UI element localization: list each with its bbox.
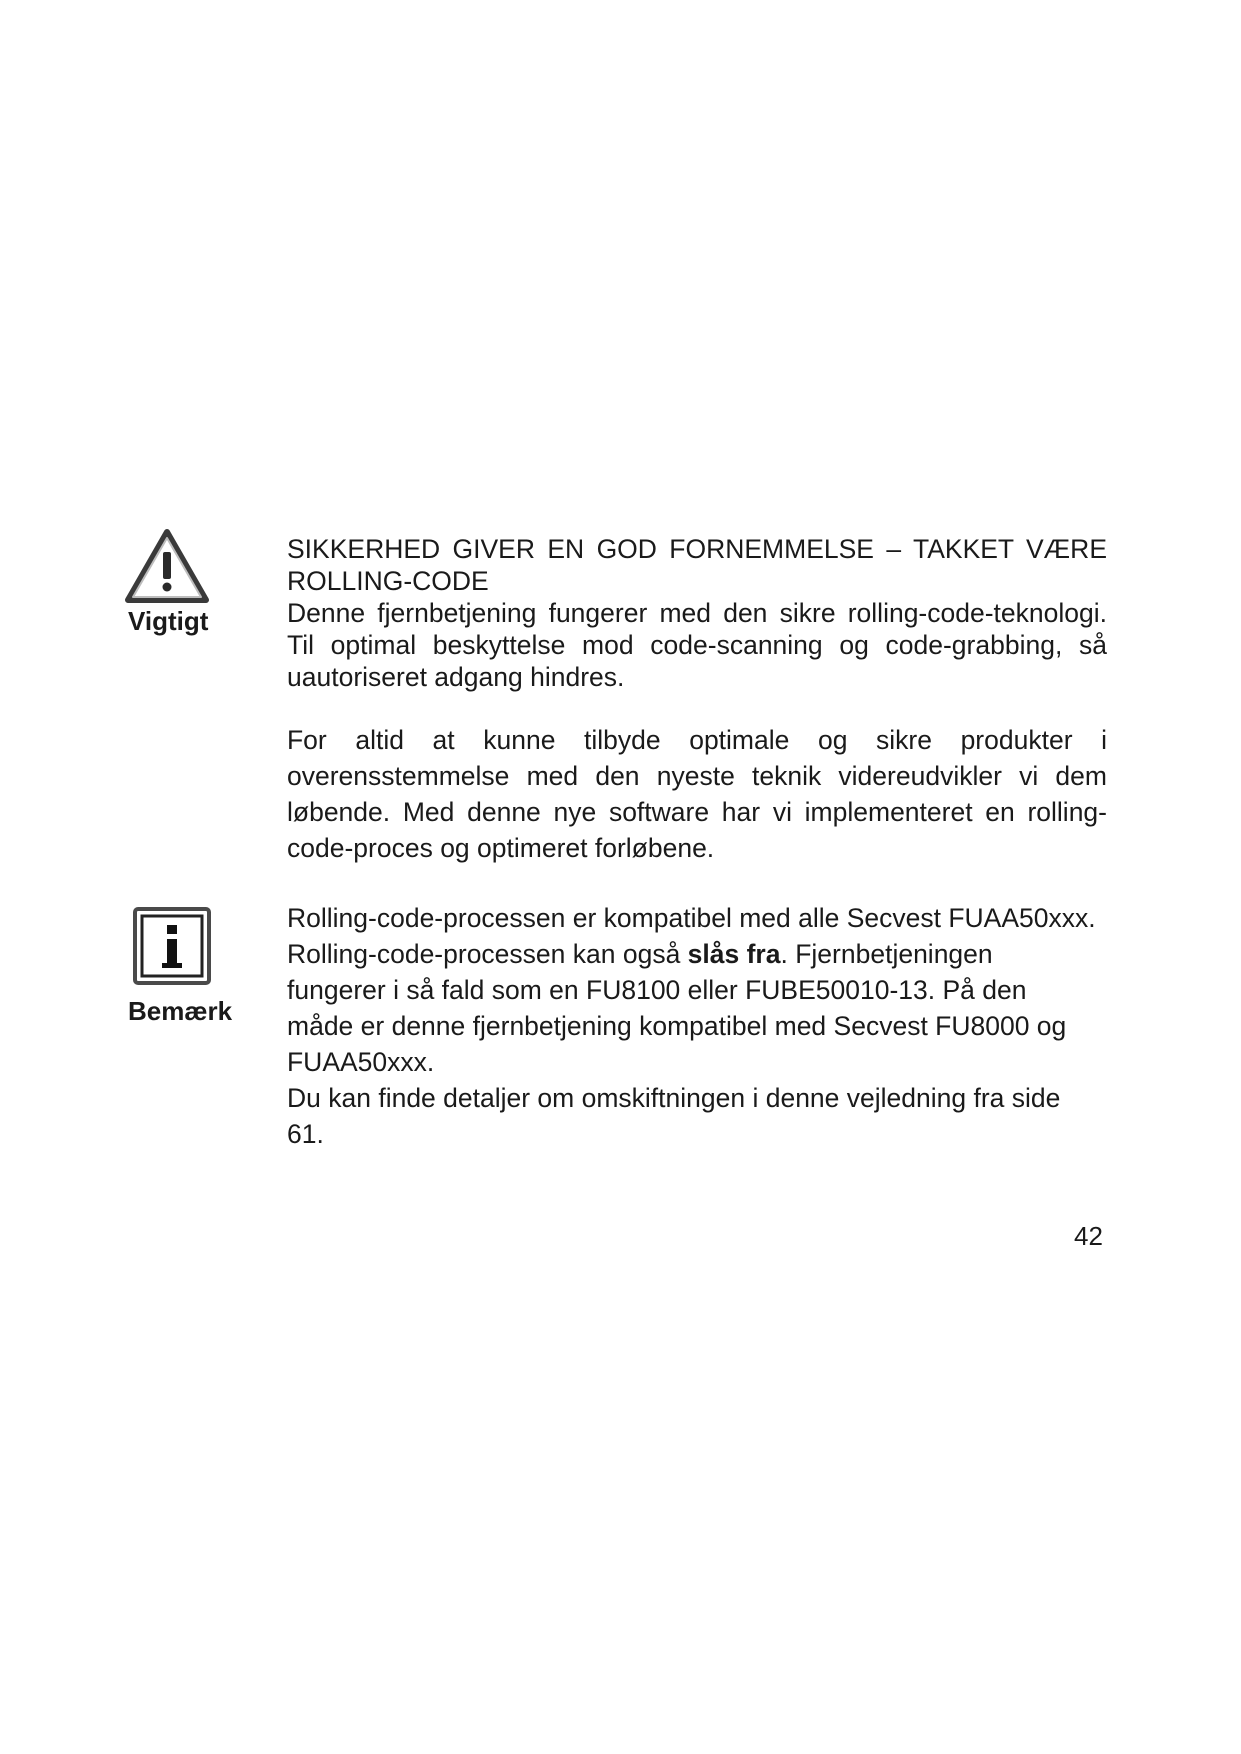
development-paragraph: For altid at kunne tilbyde optimale og sikre produkter i overensstemmelse med den nyeste teknik videreudvikler vi dem løbende. Med denne nye software har vi implementeret en rolling-code-proces og optimeret forløbene.: [287, 725, 1107, 863]
disable-text-after: . Fjernbetjeningen fungerer i så fald som en FU8100 eller FUBE50010-13. På den måde er denne fjernbetjening kompatibel med Secvest FU8000 og FUAA50xxx.: [287, 939, 1067, 1077]
development-section: [287, 722, 1107, 866]
warning-heading: SIKKERHED GIVER EN GOD FORNEMMELSE – TAKKET VÆRE ROLLING-CODE: [287, 534, 1107, 596]
warning-triangle-icon: [124, 528, 210, 606]
compat-paragraph: Rolling-code-processen er kompatibel med alle Secvest FUAA50xxx.: [287, 903, 1096, 933]
warning-section: [287, 533, 1107, 693]
note-label: Bemærk: [128, 996, 233, 1026]
note-section: [287, 900, 1097, 1152]
disable-text-before: Rolling-code-processen kan også: [287, 939, 688, 969]
warning-paragraph: Denne fjernbetjening fungerer med den sikre rolling-code-teknologi. Til optimal beskyttelse mod code-scanning og code-grabbing, så uautoriseret adgang hindres.: [287, 598, 1107, 692]
page-number: 42: [1074, 1221, 1103, 1251]
disable-paragraph: [287, 936, 1097, 1080]
warning-label: Vigtigt: [128, 606, 209, 636]
disable-bold-text: slås fra: [687, 939, 781, 969]
details-paragraph: Du kan finde detaljer om omskiftningen i denne vejledning fra side 61.: [287, 1083, 1061, 1149]
info-icon: [132, 906, 212, 986]
